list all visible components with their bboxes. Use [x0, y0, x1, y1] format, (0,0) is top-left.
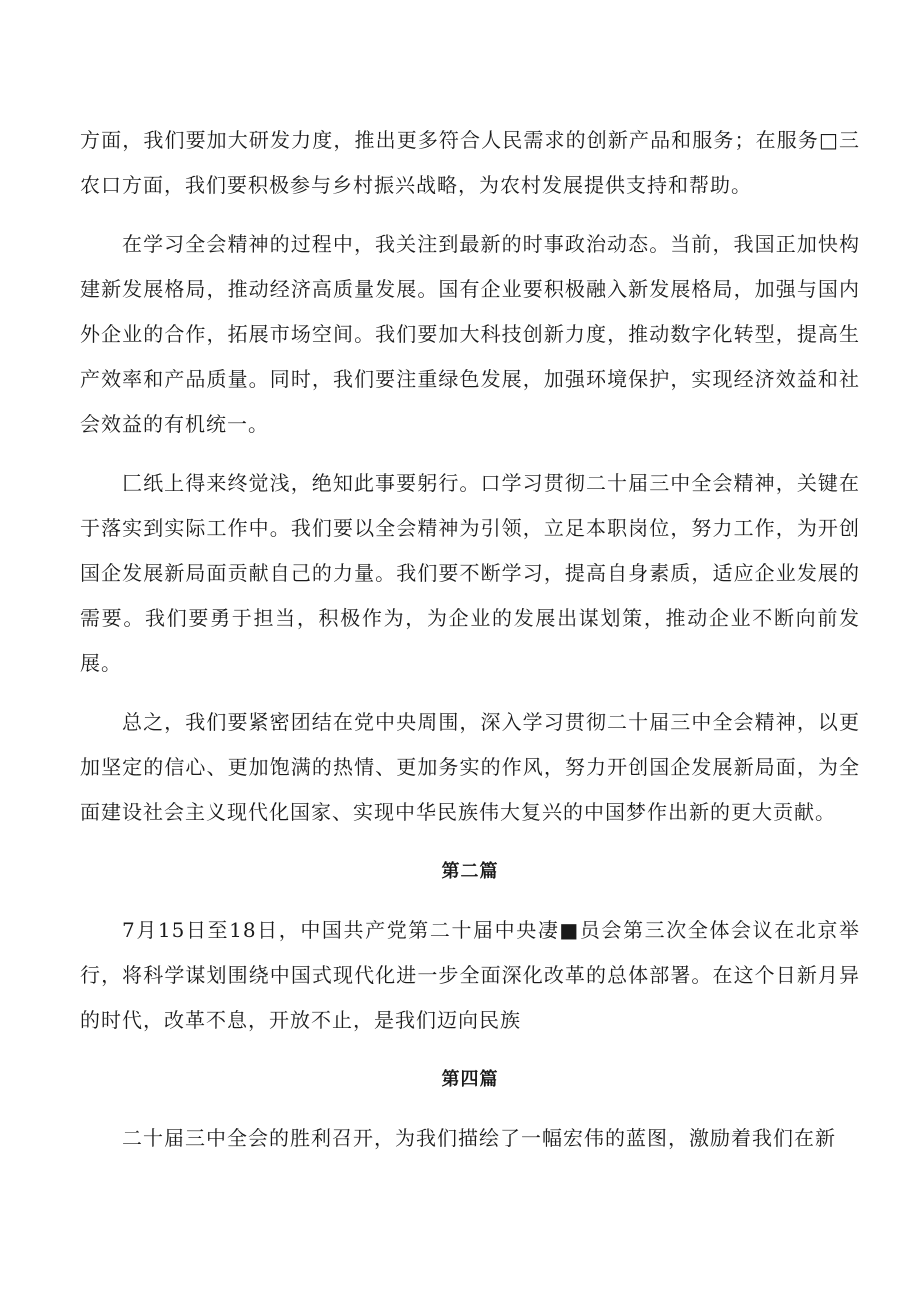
paragraph-gap	[80, 447, 860, 461]
paragraph-gap	[80, 686, 860, 700]
paragraph-gap	[80, 1102, 860, 1116]
section-heading-2: 第二篇	[441, 861, 499, 882]
paragraph-gap	[80, 208, 860, 222]
paragraph-1: 方面，我们要加大研发力度，推出更多符合人民需求的创新产品和服务；在服务□三农口方面，我们要积极参与乡村振兴战略，为农村发展提供支持和帮助。	[80, 128, 860, 197]
paragraph-6: 二十届三中全会的胜利召开，为我们描绘了一幅宏伟的蓝图，激励着我们在新	[122, 1126, 836, 1150]
paragraph-4: 总之，我们要紧密团结在党中央周围，深入学习贯彻二十届三中全会精神，以更加坚定的信心、更加饱满的热情、更加务实的作风，努力开创国企发展新局面，为全面建设社会主义现代化国家、实现中华民族伟大复兴的中国梦作出新的更大贡献。	[80, 710, 860, 824]
paragraph-gap	[80, 835, 860, 849]
paragraph-gap	[80, 894, 860, 908]
document-page	[80, 118, 860, 1161]
section-heading-4: 第四篇	[441, 1069, 499, 1090]
paragraph-gap	[80, 1043, 860, 1057]
paragraph-3: 匚纸上得来终觉浅，绝知此事要躬行。口学习贯彻二十届三中全会精神，关键在于落实到实际工作中。我们要以全会精神为引领，立足本职岗位，努力工作，为开创国企发展新局面贡献自己的力量。我们要不断学习，提高自身素质，适应企业发展的需要。我们要勇于担当，积极作为，为企业的发展出谋划策，推动企业不断向前发展。	[80, 471, 860, 675]
paragraph-2: 在学习全会精神的过程中，我关注到最新的时事政治动态。当前，我国正加快构建新发展格局，推动经济高质量发展。国有企业要积极融入新发展格局，加强与国内外企业的合作，拓展市场空间。我们要加大科技创新力度，推动数字化转型，提高生产效率和产品质量。同时，我们要注重绿色发展，加强环境保护，实现经济效益和社会效益的有机统一。	[80, 232, 860, 436]
paragraph-5: 7月15日至18日，中国共产党第二十届中央凄■员会第三次全体会议在北京举行，将科学谋划围绕中国式现代化进一步全面深化改革的总体部署。在这个日新月异的时代，改革不息，开放不止，是我们迈向民族	[80, 918, 860, 1032]
